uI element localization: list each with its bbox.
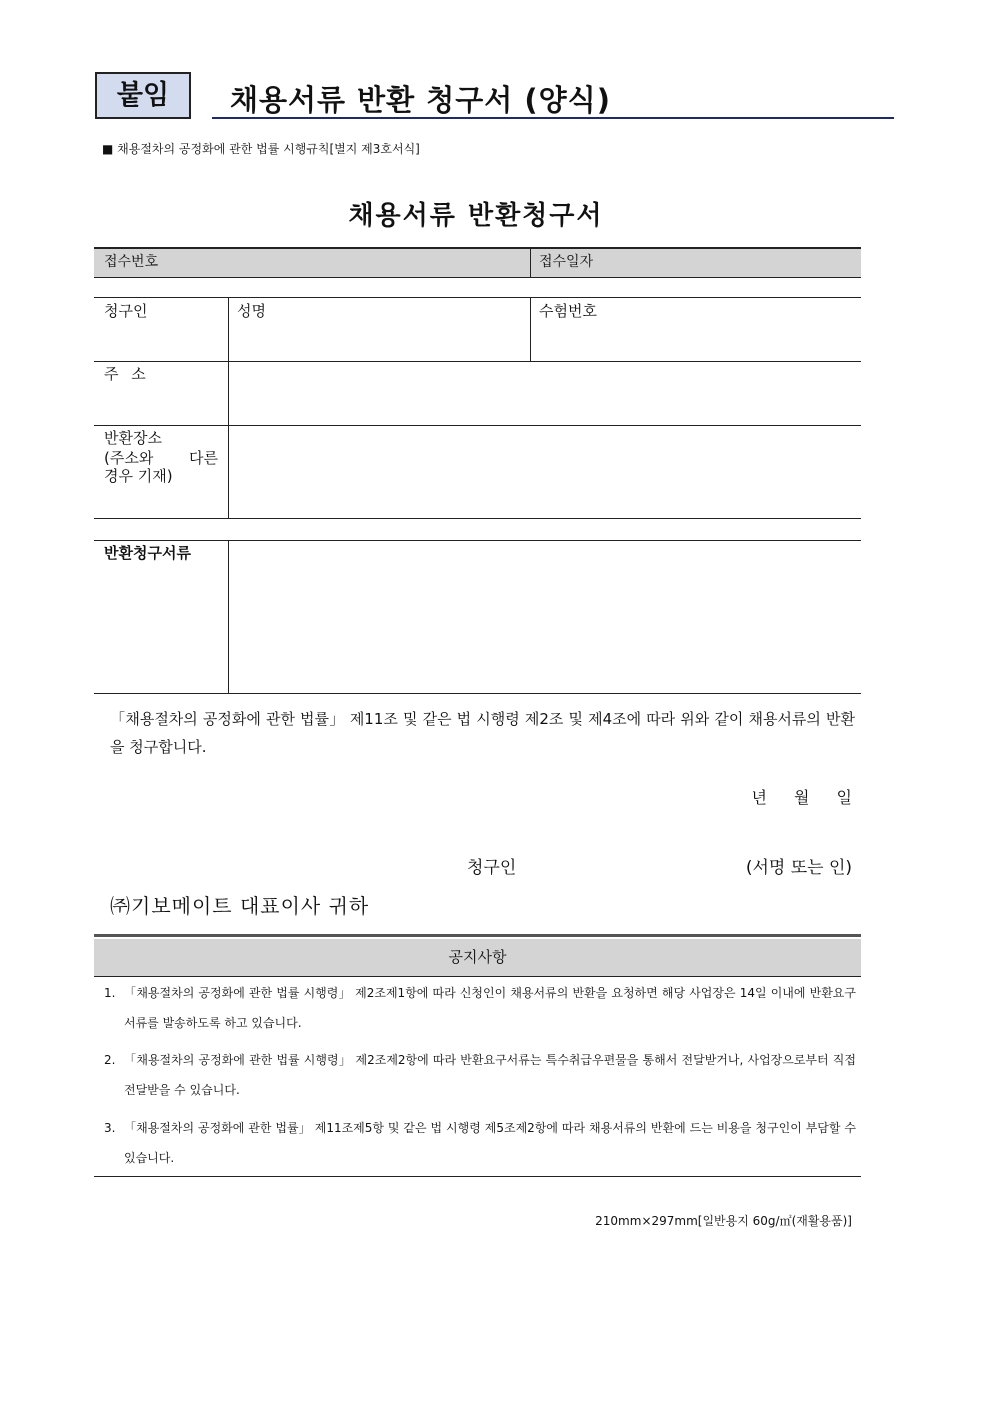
exam-number-label: 수험번호 <box>539 302 597 320</box>
attachment-badge: 붙임 <box>95 72 191 119</box>
table-border <box>94 540 861 541</box>
table-border <box>94 1176 861 1177</box>
regulation-reference: ■ 채용절차의 공정화에 관한 법률 시행규칙[별지 제3호서식] <box>102 142 420 156</box>
table-border <box>94 693 861 694</box>
address-label: 주 소 <box>104 365 146 383</box>
addressee: ㈜기보메이트 대표이사 귀하 <box>110 894 370 918</box>
notice-text: 「채용절차의 공정화에 관한 법률 시행령」 제2조제2항에 따라 반환요구서류는 특수취급우편물을 통해서 전달받거나, 사업장으로부터 직접 전달받을 수 있습니다. <box>124 1053 856 1097</box>
request-statement: 「채용절차의 공정화에 관한 법률」 제11조 및 같은 법 시행령 제2조 및 제4조에 따라 위와 같이 채용서류의 반환을 청구합니다. <box>110 710 855 756</box>
table-border <box>530 248 531 278</box>
table-border <box>94 277 861 278</box>
return-place-note: 경우 기재) <box>104 467 173 485</box>
header-divider <box>212 117 894 119</box>
name-label: 성명 <box>237 302 266 320</box>
page-title: 채용서류 반환 청구서 (양식) <box>230 83 611 117</box>
notice-text: 「채용절차의 공정화에 관한 법률 시행령」 제2조제1항에 따라 신청인이 채용서류의 반환을 요청하면 해당 사업장은 14일 이내에 반환요구서류를 발송하도록 하고 있습니다. <box>124 986 856 1030</box>
documents-label: 반환청구서류 <box>104 544 191 562</box>
notice-number: 2. <box>104 1053 116 1067</box>
claimant-label: 청구인 <box>104 302 148 320</box>
name-field[interactable] <box>230 322 528 359</box>
table-border <box>94 518 861 519</box>
return-place-field[interactable] <box>230 427 859 516</box>
notice-item <box>104 978 856 1042</box>
claimant-signature-label: 청구인 <box>467 858 517 878</box>
table-border <box>228 297 229 518</box>
notice-item <box>104 1113 856 1177</box>
table-border <box>530 297 531 361</box>
table-border <box>228 540 229 693</box>
notice-number: 1. <box>104 986 116 1000</box>
table-border <box>94 361 861 362</box>
date-line: 년 월 일 <box>751 788 852 807</box>
return-place-note: (주소와 다른 <box>104 449 218 467</box>
notice-item <box>104 1045 856 1109</box>
notice-text: 「채용절차의 공정화에 관한 법률」 제11조제5항 및 같은 법 시행령 제5조제2항에 따라 채용서류의 반환에 드는 비용을 청구인이 부담할 수 있습니다. <box>124 1121 856 1165</box>
paper-specification: 210mm×297mm[일반용지 60g/㎡(재활용품)] <box>595 1214 852 1228</box>
documents-field[interactable] <box>230 542 859 691</box>
signature-placeholder: (서명 또는 인) <box>745 858 852 878</box>
return-place-label: 반환장소 <box>104 429 162 447</box>
table-border <box>94 976 861 977</box>
form-title: 채용서류 반환청구서 <box>348 201 604 231</box>
table-border <box>94 297 861 298</box>
receipt-date-label: 접수일자 <box>539 254 594 270</box>
notice-title: 공지사항 <box>94 939 861 976</box>
receipt-row <box>94 247 861 278</box>
exam-number-field[interactable] <box>532 322 859 359</box>
table-border <box>94 247 861 249</box>
notice-top-border <box>94 934 861 937</box>
table-border <box>94 425 861 426</box>
notice-number: 3. <box>104 1121 116 1135</box>
receipt-number-label: 접수번호 <box>104 254 159 270</box>
address-field[interactable] <box>230 363 859 423</box>
